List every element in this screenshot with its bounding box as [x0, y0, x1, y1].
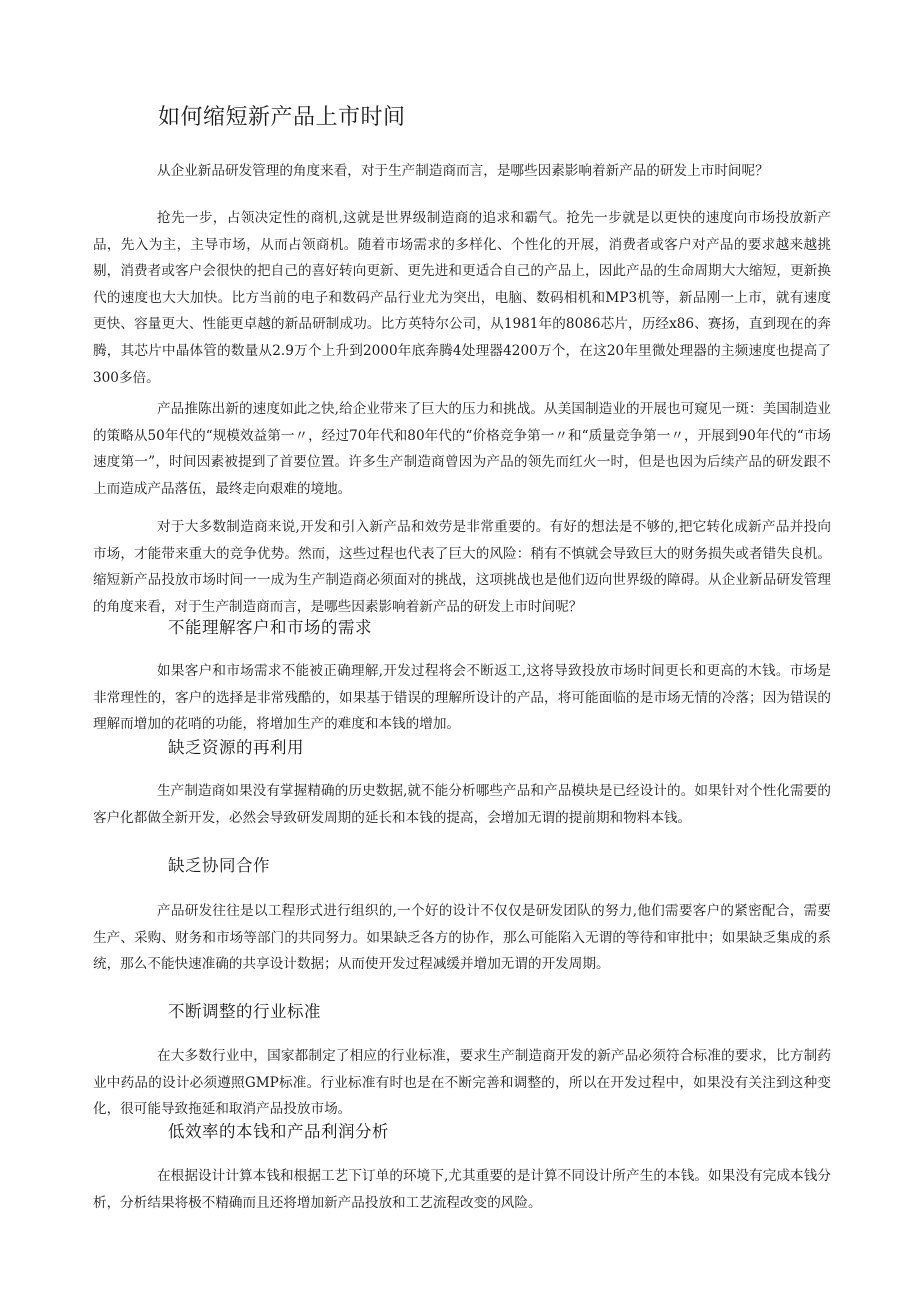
document-title: 如何缩短新产品上市时间: [158, 105, 406, 130]
section-body-5: 在根据设计计算本钱和根据工艺下订单的环境下,尤其重要的是计算不同设计所产生的本钱。如果没有完成本钱分析，分析结果将极不精确而且还将增加新产品投放和工艺流程改变的风险。: [93, 1168, 831, 1211]
intro-paragraph: 从企业新品研发管理的角度来看，对于生产制造商而言，是哪些因素影响着新产品的研发上市时间呢？: [157, 163, 769, 179]
section-body-3: 产品研发往往是以工程形式进行组织的,一个好的设计不仅仅是研发团队的努力,他们需要客户的紧密配合，需要生产、采购、财务和市场等部门的共同努力。如果缺乏各方的协作，那么可能陷入无谓的等待和审批中；如果缺乏集成的系统，那么不能快速准确的共享设计数据；从而使开发过程减缓并增加无谓的开发周期。: [93, 903, 831, 973]
section-heading-3: 缺乏协同合作: [168, 856, 270, 875]
section-body-1: 如果客户和市场需求不能被正确理解,开发过程将会不断返工,这将导致投放市场时间更长和更高的木钱。市场是非常理性的，客户的选择是非常残酷的，如果基于错误的理解所设计的产品，将可能面临的是市场无情的冷落；因为错误的理解而增加的花哨的功能，将增加生产的难度和本钱的增加。: [93, 663, 831, 733]
section-heading-1: 不能理解客户和市场的需求: [168, 618, 372, 637]
paragraph-1: 抢先一步，占领决定性的商机,这就是世界级制造商的追求和霸气。抢先一步就是以更快的速度向市场投放新产品，先入为主，主导市场，从而占领商机。随着市场需求的多样化、个性化的开展，消费者或客户对产品的要求越来越挑剔，消费者或客户会很快的把自己的喜好转向更新、更先进和更适合自己的产品上，因此产品的生命周期大大缩短，更新换代的速度也大大加快。比方当前的电子和数码产品行业尤为突出，电脑、数码相机和MP3机等，新品刚一上市，就有速度更快、容量更大、性能更卓越的新品研制成功。比方英特尔公司，从1981年的8086芯片，历经x86、赛扬，直到现在的奔腾，其芯片中晶体管的数量从2.9万个上升到2000年底奔腾4处理器4200万个，在这20年里微处理器的主频速度也提高了300多倍。: [93, 210, 831, 386]
section-heading-2: 缺乏资源的再利用: [168, 738, 304, 757]
section-body-2: 生产制造商如果没有掌握精确的历史数据,就不能分析哪些产品和产品模块是已经设计的。如果针对个性化需要的客户化都做全新开发，必然会导致研发周期的延长和本钱的提高，会增加无谓的提前期和物料本钱。: [93, 783, 831, 826]
section-heading-5: 低效率的本钱和产品利润分析: [168, 1122, 389, 1141]
section-body-4: 在大多数行业中，国家都制定了相应的行业标准，要求生产制造商开发的新产品必须符合标准的要求，比方制药业中药品的设计必须遵照GMP标准。行业标准有时也是在不断完善和调整的，所以在开发过程中，如果没有关注到这种变化，很可能导致拖延和取消产品投放市场。: [93, 1048, 831, 1118]
section-heading-4: 不断调整的行业标准: [168, 1002, 321, 1021]
paragraph-3: 对于大多数制造商来说,开发和引入新产品和效劳是非常重要的。有好的想法是不够的,把它转化成新产品并投向市场，才能带来重大的竞争优势。然而，这些过程也代表了巨大的风险：稍有不慎就会导致巨大的财务损失或者错失良机。缩短新产品投放市场时间一一成为生产制造商必须面对的挑战，这项挑战也是他们迈向世界级的障碍。从企业新品研发管理的角度来看，对于生产制造商而言，是哪些因素影响着新产品的研发上市时间呢？: [93, 519, 831, 615]
paragraph-2: 产品推陈出新的速度如此之快,给企业带来了巨大的压力和挑战。从美国制造业的开展也可窥见一斑：美国制造业的策略从50年代的“规模效益第一〃，经过70年代和80年代的“价格竞争第一〃和“质量竞争第一〃，开展到90年代的“市场速度第一”，时间因素被提到了首要位置。许多生产制造商曾因为产品的领先而红火一时，但是也因为后续产品的研发跟不上而造成产品落伍，最终走向艰难的境地。: [93, 401, 831, 497]
